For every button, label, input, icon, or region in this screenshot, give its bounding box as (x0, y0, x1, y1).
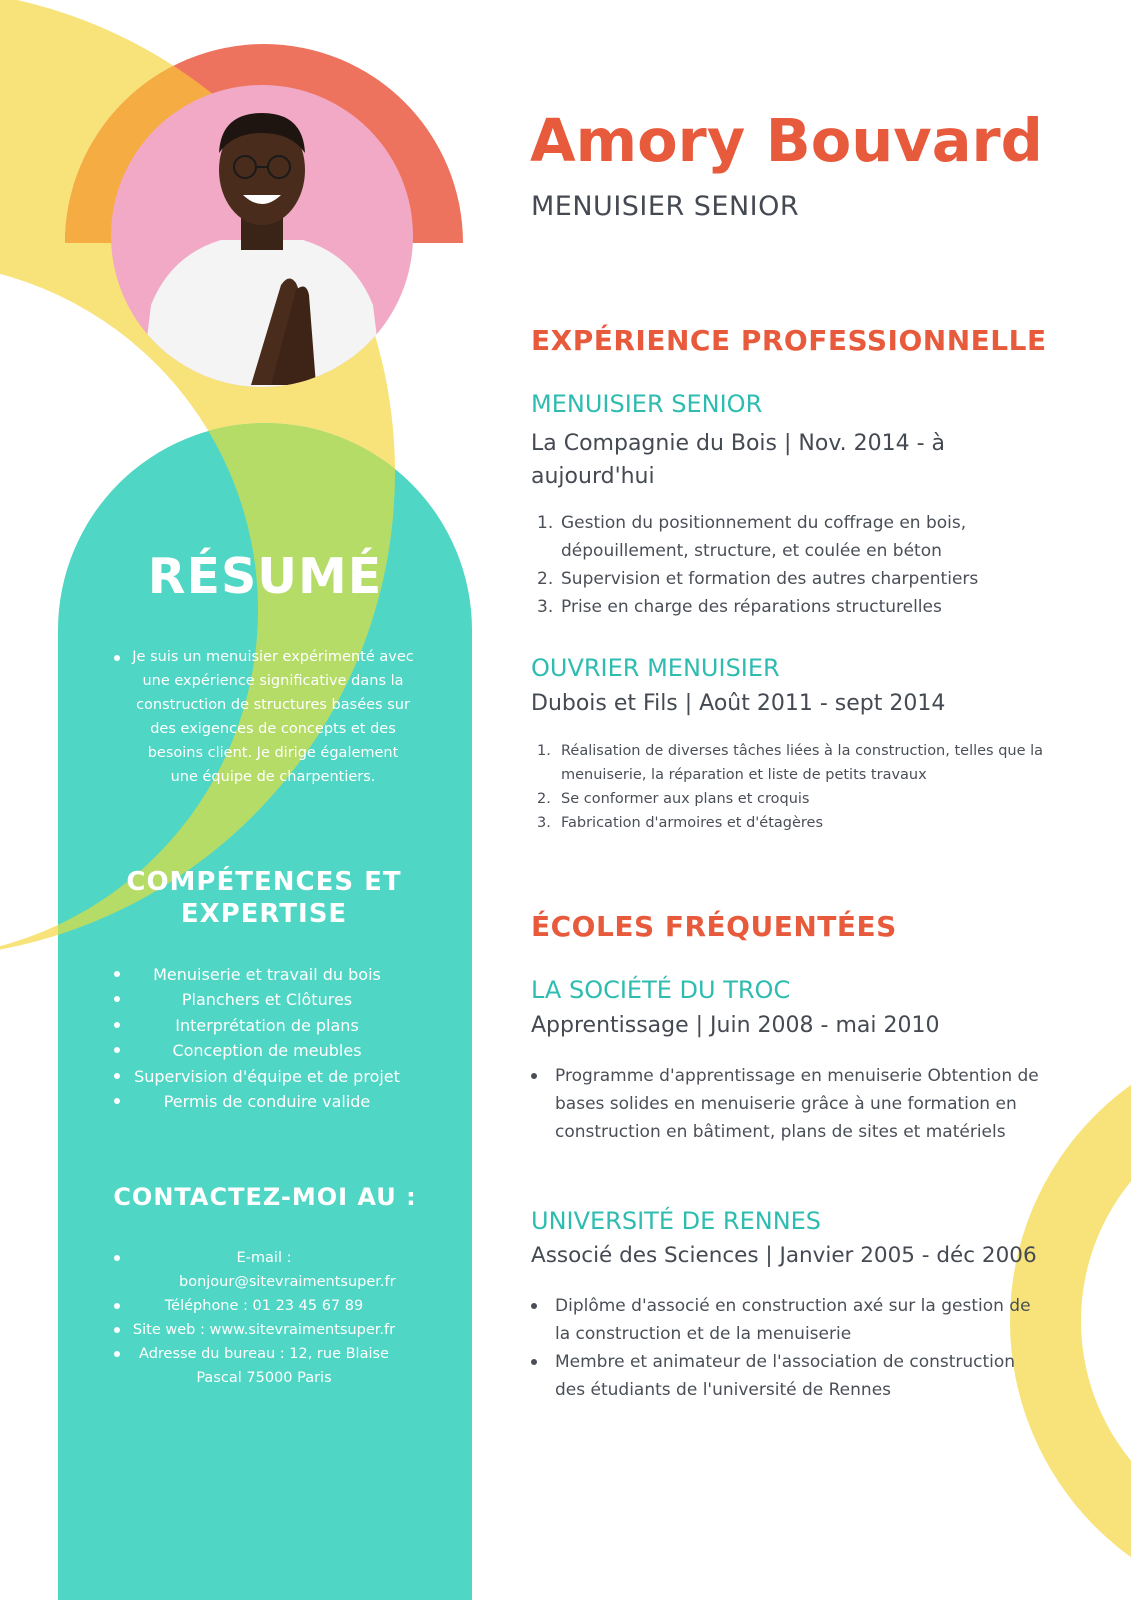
bullet-icon (114, 971, 120, 977)
resume-heading: RÉSUMÉ (147, 548, 383, 605)
school-details-list (529, 1292, 1049, 1404)
contact-address: Adresse du bureau : 12, rue Blaise Pascal 75000 Paris (114, 1342, 414, 1390)
resume-bullet-icon (114, 655, 120, 661)
list-item: Conception de meubles (114, 1038, 420, 1063)
list-item: Menuiserie et travail du bois (114, 962, 420, 987)
person-photo-icon (111, 85, 413, 387)
contact-heading: CONTACTEZ-MOI AU : (113, 1183, 417, 1211)
bullet-icon (114, 1351, 120, 1357)
school-info: Associé des Sciences | Janvier 2005 - déc 2006 (531, 1243, 1037, 1268)
contact-website[interactable]: Site web : www.sitevraimentsuper.fr (114, 1318, 414, 1342)
school-title: LA SOCIÉTÉ DU TROC (531, 976, 791, 1004)
skills-list (114, 962, 420, 1114)
job-title: MENUISIER SENIOR (531, 390, 763, 418)
bullet-icon (114, 1022, 120, 1028)
profile-photo (111, 85, 413, 387)
bullet-icon (114, 1255, 120, 1261)
list-item: 3. Prise en charge des réparations structurelles (537, 597, 942, 617)
job-duties-list (537, 739, 1052, 835)
skills-heading: COMPÉTENCES ET EXPERTISE (126, 867, 402, 929)
job-company: La Compagnie du Bois | Nov. 2014 - à aujourd'hui (531, 431, 946, 489)
school-title: UNIVERSITÉ DE RENNES (531, 1207, 822, 1235)
bullet-icon (114, 1327, 120, 1333)
list-item: 1. Réalisation de diverses tâches liées à la construction, telles que la menuiserie, la réparation et liste de petits travaux (537, 743, 1044, 783)
list-item: 2. Supervision et formation des autres charpentiers (537, 569, 979, 589)
job-title: OUVRIER MENUISIER (531, 654, 780, 682)
list-item: Supervision d'équipe et de projet (114, 1064, 420, 1089)
contact-list (114, 1246, 414, 1390)
person-title: MENUISIER SENIOR (531, 191, 800, 222)
list-item: Programme d'apprentissage en menuiserie Obtention de bases solides en menuiserie grâce à une formation en construction en bâtiment, plans de sites et matériels (529, 1062, 1049, 1146)
bullet-icon (114, 1098, 120, 1104)
education-heading: ÉCOLES FRÉQUENTÉES (531, 910, 897, 943)
school-info: Apprentissage | Juin 2008 - mai 2010 (531, 1013, 940, 1038)
person-name: Amory Bouvard (530, 106, 1043, 175)
contact-phone[interactable]: Téléphone : 01 23 45 67 89 (114, 1294, 414, 1318)
bullet-icon (114, 1303, 120, 1309)
list-item: Planchers et Clôtures (114, 987, 420, 1012)
bullet-icon (114, 1073, 120, 1079)
school-details-list (529, 1062, 1049, 1146)
list-item: Membre et animateur de l'association de construction des étudiants de l'université de Rennes (529, 1348, 1049, 1404)
bullet-icon (114, 996, 120, 1002)
contact-email[interactable]: E-mail : bonjour@sitevraimentsuper.fr (114, 1246, 414, 1294)
resume-text: Je suis un menuisier expérimenté avec une expérience significative dans la construction de structures basées sur des exigences de concepts et des besoins client. Je dirige également une équipe de charpentiers. (132, 649, 414, 785)
experience-heading: EXPÉRIENCE PROFESSIONNELLE (531, 324, 1047, 357)
list-item: 3. Fabrication d'armoires et d'étagères (537, 815, 824, 831)
list-item: Diplôme d'associé en construction axé sur la gestion de la construction et de la menuiserie (529, 1292, 1049, 1348)
list-item: Interprétation de plans (114, 1013, 420, 1038)
list-item: 1. Gestion du positionnement du coffrage en bois, dépouillement, structure, et coulée en béton (537, 513, 967, 561)
bullet-icon (114, 1047, 120, 1053)
job-duties-list (537, 509, 1037, 621)
list-item: 2. Se conformer aux plans et croquis (537, 791, 810, 807)
job-company: Dubois et Fils | Août 2011 - sept 2014 (531, 691, 946, 716)
list-item: Permis de conduire valide (114, 1089, 420, 1114)
